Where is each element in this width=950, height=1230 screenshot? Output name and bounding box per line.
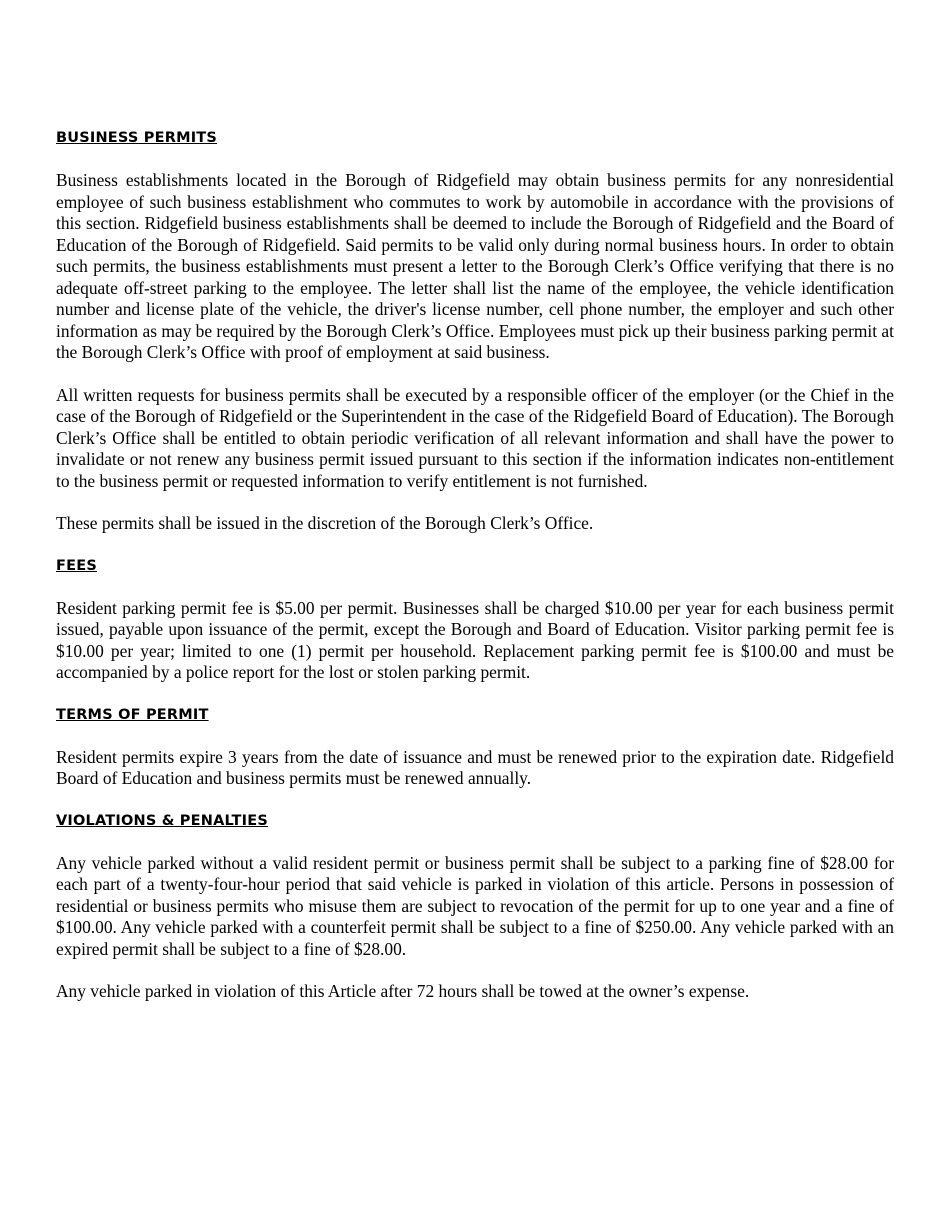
violations-paragraph: Any vehicle parked without a valid resident permit or business permit shall be subject to a parking fine of $28.00 for each part of a twenty-four-hour period that said vehicle is parked in violation of this article. Persons in possession of residential or business permits who misuse them are subject to revocation of the permit for up to one year and a fine of $100.00. Any vehicle parked with a counterfeit permit shall be subject to a fine of $250.00. Any vehicle parked with an expired permit shall be subject to a fine of $28.00. [56, 852, 894, 959]
section-fees [56, 556, 894, 684]
terms-paragraph: Resident permits expire 3 years from the date of issuance and must be renewed prior to the expiration date. Ridgefield Board of Education and business permits must be renewed annually. [56, 746, 894, 788]
business-permits-paragraph: All written requests for business permits shall be executed by a responsible officer of the employer (or the Chief in the case of the Borough of Ridgefield or the Superintendent in the case of the Ridgefield Board of Education). The Borough Clerk’s Office shall be entitled to obtain periodic verification of all relevant information and shall have the power to invalidate or not renew any business permit issued pursuant to this section if the information indicates non-entitlement to the business permit or requested information to verify entitlement is not furnished. [56, 384, 894, 491]
business-permits-heading: BUSINESS PERMITS [56, 130, 218, 146]
terms-heading: TERMS OF PERMIT [56, 706, 209, 723]
fees-paragraph: Resident parking permit fee is $5.00 per permit. Businesses shall be charged $10.00 per year for each business permit issued, payable upon issuance of the permit, except the Borough and Board of Education. Visitor parking permit fee is $10.00 per year; limited to one (1) permit per household. Replacement parking permit fee is $100.00 and must be accompanied by a police report for the lost or stolen parking permit. [56, 597, 894, 682]
document-page [56, 128, 894, 1024]
business-permits-paragraph: These permits shall be issued in the discretion of the Borough Clerk’s Office. [56, 513, 594, 533]
violations-heading: VIOLATIONS & PENALTIES [56, 812, 268, 829]
violations-paragraph: Any vehicle parked in violation of this Article after 72 hours shall be towed at the owner’s expense. [56, 981, 750, 1001]
section-business-permits [56, 128, 894, 535]
section-violations-penalties [56, 811, 894, 1003]
section-terms-of-permit [56, 705, 894, 790]
business-permits-paragraph: Business establishments located in the Borough of Ridgefield may obtain business permits for any nonresidential employee of such business establishment who commutes to work by automobile in accordance with the provisions of this section. Ridgefield business establishments shall be deemed to include the Borough of Ridgefield and the Board of Education of the Borough of Ridgefield. Said permits to be valid only during normal business hours. In order to obtain such permits, the business establishments must present a letter to the Borough Clerk’s Office verifying that there is no adequate off-street parking to the employee. The letter shall list the name of the employee, the vehicle identification number and license plate of the vehicle, the driver's license number, cell phone number, the employer and such other information as may be required by the Borough Clerk’s Office. Employees must pick up their business parking permit at the Borough Clerk’s Office with proof of employment at said business. [56, 170, 894, 362]
fees-heading: FEES [56, 557, 97, 574]
